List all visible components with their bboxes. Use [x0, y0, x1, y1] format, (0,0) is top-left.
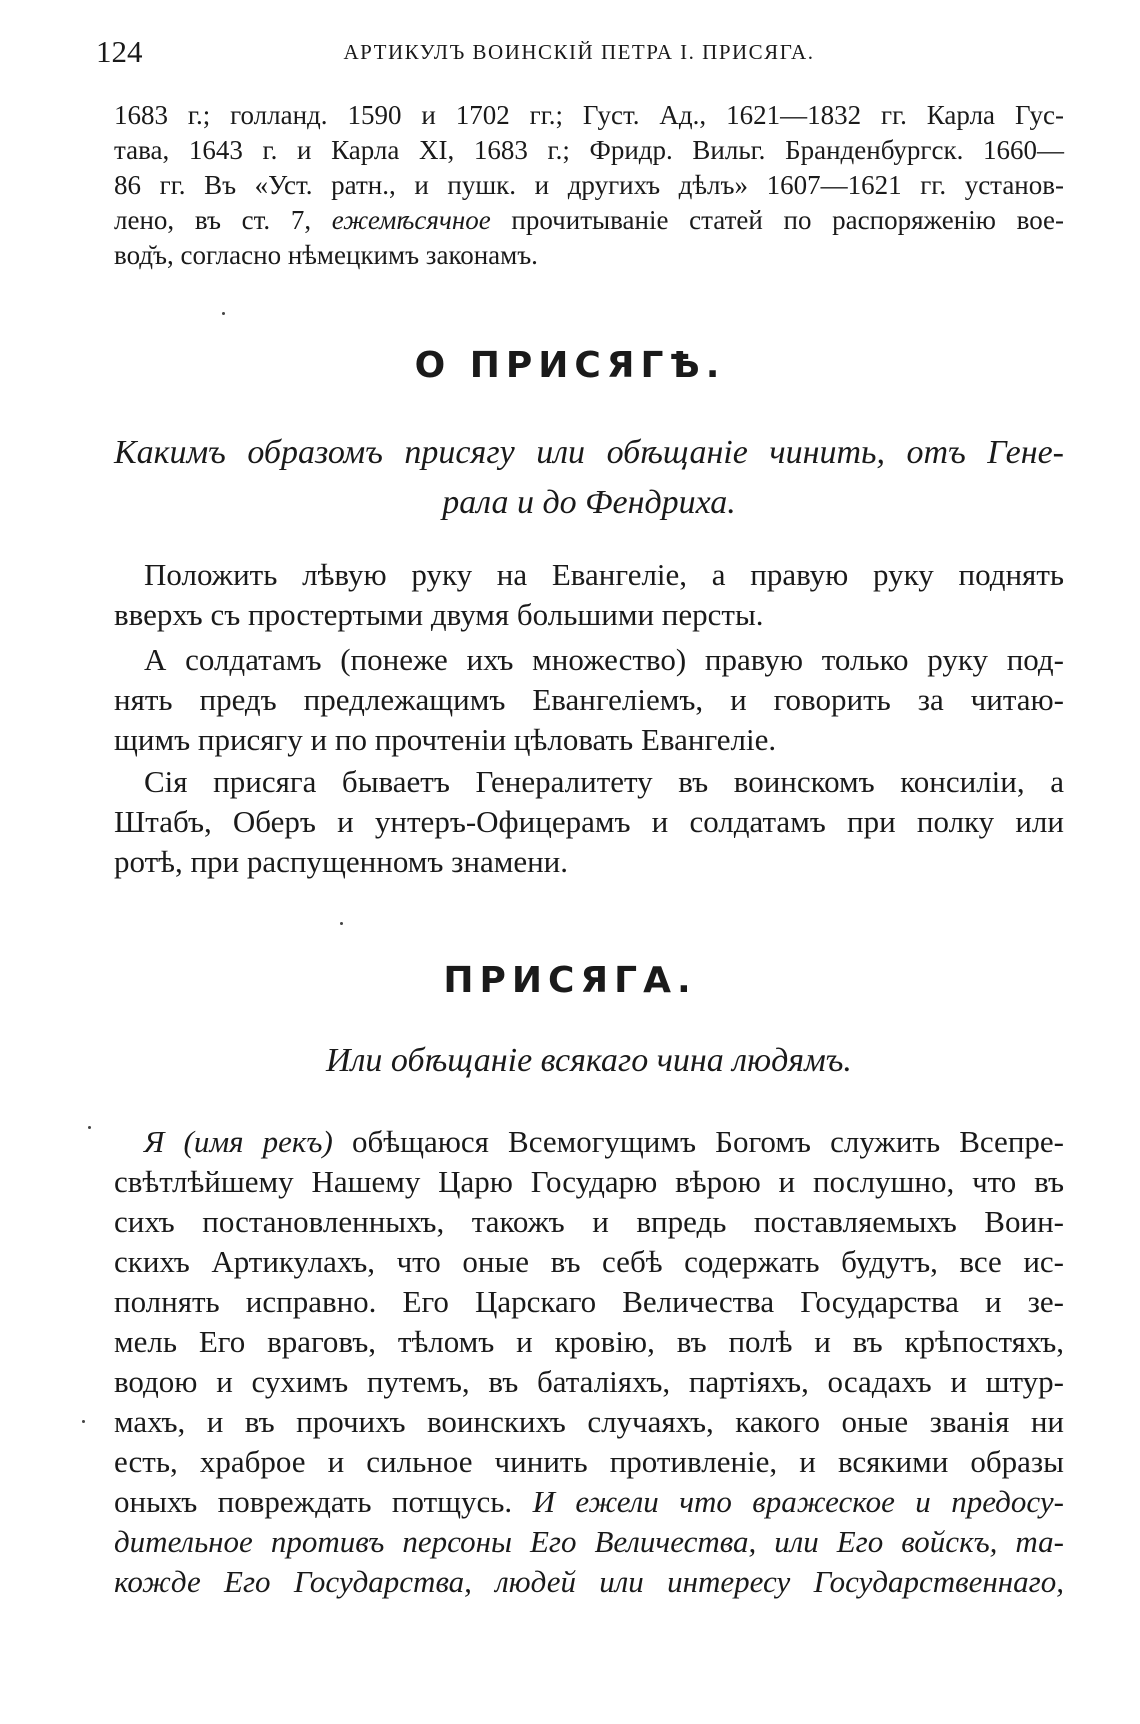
oath-text: [114, 1122, 1064, 1602]
paragraph: [114, 640, 1064, 760]
text-line: Штабъ, Оберъ и унтеръ-Офицерамъ и солдатамъ при полку или: [114, 804, 1064, 839]
text-line: мель Его враговъ, тѣломъ и кровію, въ полѣ и въ крѣпостяхъ,: [114, 1324, 1064, 1359]
text-line: А солдатамъ (понеже ихъ множество) правую только руку под-: [144, 642, 1064, 677]
print-speck: [82, 1420, 85, 1423]
text-line: водою и сухимъ путемъ, въ баталіяхъ, партіяхъ, осадахъ и штур-: [114, 1364, 1064, 1399]
running-title: АРТИКУЛЪ ВОИНСКІЙ ПЕТРА I. ПРИСЯГА.: [343, 40, 815, 64]
oath-opening-text: обѣщаюся Всемогущимъ Богомъ служить Всепре-: [332, 1124, 1064, 1159]
footnote-italic-word: ежемѣсячное: [331, 205, 491, 235]
text-line: махъ, и въ прочихъ воинскихъ случаяхъ, какого оные званія ни: [114, 1404, 1064, 1439]
paragraph: [114, 762, 1064, 882]
footnote-line: тава, 1643 г. и Карла XI, 1683 г.; Фридр. Вильг. Бранденбургск. 1660—: [114, 135, 1064, 165]
text-line: есть, храброе и сильное чинить противленіе, и всякими образы: [114, 1444, 1064, 1479]
subtitle-line: рала и до Фендриха.: [442, 484, 736, 521]
subtitle-line: Какимъ образомъ присягу или обѣщаніе чинить, отъ Гене-: [114, 434, 1064, 471]
footnote-line: вод̆ъ, согласно нѣмецкимъ законамъ.: [114, 240, 538, 270]
section-heading-oath: ПРИСЯГА.: [443, 960, 697, 1001]
text-line: ротѣ, при распущенномъ знамени.: [114, 844, 569, 879]
paragraph: [114, 555, 1064, 635]
text-line: Сія присяга бываетъ Генералитету въ воинскомъ консиліи, а: [144, 764, 1064, 799]
section-subtitle-oath: [114, 1036, 1064, 1086]
print-speck: [88, 1126, 91, 1129]
oath-opening-italic: Я (имя рекъ): [144, 1124, 333, 1159]
oath-text-italic: И ежели что вражеское и предосу-: [532, 1484, 1064, 1519]
text-line: [114, 1482, 1064, 1522]
text-line: дительное противъ персоны Его Величества, или Его войскъ, та-: [114, 1524, 1064, 1559]
footnote-text: лено, въ ст. 7,: [114, 205, 332, 235]
footnote-text: прочитываніе статей по распоряженію вое-: [490, 205, 1064, 235]
footnote-line: 86 гг. Въ «Уст. ратн., и пушк. и другихъ дѣлъ» 1607—1621 гг. установ-: [114, 170, 1064, 200]
footnote-continuation: [114, 98, 1064, 273]
oath-text-roman: оныхъ повреждать потщусь.: [114, 1484, 533, 1519]
text-line: свѣтлѣйшему Нашему Царю Государю вѣрою и послушно, что въ: [114, 1164, 1064, 1199]
text-line: кожде Его Государства, людей или интересу Государственнаго,: [114, 1564, 1064, 1599]
footnote-line: 1683 г.; голланд. 1590 и 1702 гг.; Густ. Ад., 1621—1832 гг. Карла Гус-: [114, 100, 1064, 130]
running-head: [96, 30, 1062, 70]
text-line: щимъ присягу и по прочтеніи цѣловать Евангеліе.: [114, 722, 777, 757]
footnote-line: [114, 203, 1064, 238]
text-line: полнять исправно. Его Царскаго Величества Государства и зе-: [114, 1284, 1064, 1319]
print-speck: [222, 312, 225, 315]
text-line: скихъ Артикулахъ, что оные въ себѣ содержать будутъ, все ис-: [114, 1244, 1064, 1279]
text-line: нять предъ предлежащимъ Евангеліемъ, и говорить за читаю-: [114, 682, 1064, 717]
text-line: [114, 1122, 1064, 1162]
section-heading-about-oath: О ПРИСЯГѢ.: [414, 345, 726, 386]
page-number: 124: [96, 34, 143, 69]
subtitle-line: Или обѣщаніе всякаго чина людямъ.: [326, 1042, 852, 1079]
text-line: сихъ постановленныхъ, такожъ и впредь поставляемыхъ Воин-: [114, 1204, 1064, 1239]
section-subtitle-about-oath: [114, 428, 1064, 528]
text-line: вверхъ съ простертыми двумя большими персты.: [114, 597, 764, 632]
text-line: Положить лѣвую руку на Евангеліе, а правую руку поднять: [144, 557, 1064, 592]
print-speck: [340, 922, 343, 925]
